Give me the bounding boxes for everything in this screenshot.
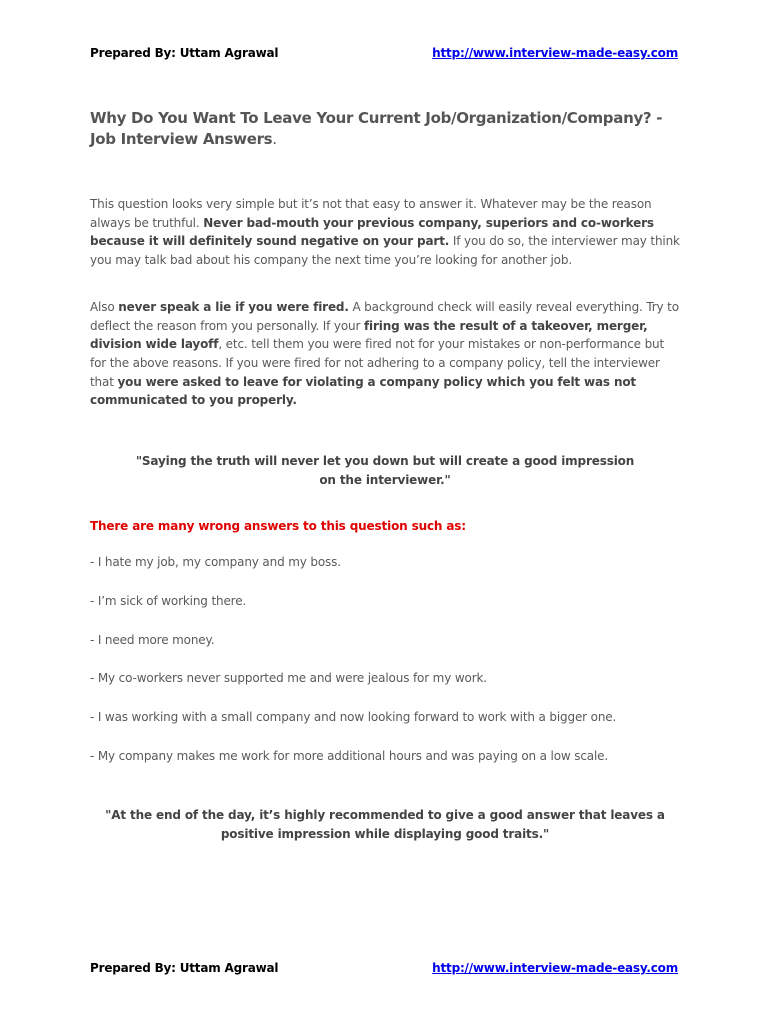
list-item: - My co-workers never supported me and were jealous for my work.: [90, 671, 487, 686]
intro-text-2: If you do so, the interviewer may think you may talk bad about his company the next time you’re looking for another job.: [90, 234, 680, 268]
page-header: [90, 46, 678, 60]
list-item: - I was working with a small company and now looking forward to work with a bigger one.: [90, 709, 617, 724]
list-item: - I’m sick of working there.: [90, 593, 247, 608]
title-period: .: [272, 130, 277, 148]
footer-website-link[interactable]: http://www.interview-made-easy.com: [432, 961, 678, 975]
wrong-answers-heading: There are many wrong answers to this question such as:: [90, 519, 466, 534]
paragraph-intro: [90, 195, 680, 270]
paragraph-fired: [90, 298, 680, 410]
fired-bold-1: never speak a lie if you were fired.: [118, 299, 349, 314]
fired-bold-2: firing was the result of a takeover, merger, division wide layoff: [90, 318, 648, 352]
list-item: - I need more money.: [90, 632, 215, 647]
website-link[interactable]: http://www.interview-made-easy.com: [432, 46, 678, 60]
fired-text-1: Also: [90, 299, 119, 314]
wrong-answers-list: [90, 553, 680, 765]
fired-bold-3: you were asked to leave for violating a company policy which you felt was not communicated to you properly.: [90, 374, 637, 408]
document-title: [90, 108, 680, 150]
prepared-by-label: Prepared By: Uttam Agrawal: [90, 46, 279, 60]
list-item: - My company makes me work for more additional hours and was paying on a low scale.: [90, 748, 609, 763]
intro-bold-1: Never bad-mouth your previous company, superiors and co-workers because it will definitely sound negative on your part.: [90, 215, 654, 249]
intro-text-1: This question looks very simple but it’s not that easy to answer it. Whatever may be the reason always be truthful.: [90, 197, 652, 230]
quote-truth: "Saying the truth will never let you down but will create a good impression on the interviewer.": [135, 454, 635, 487]
title-text: Why Do You Want To Leave Your Current Job/Organization/Company? - Job Interview Answers: [90, 109, 663, 148]
fired-text-2: A background check will easily reveal everything. Try to deflect the reason from you personally. If your: [90, 299, 679, 333]
document-body: [90, 108, 680, 844]
list-item: - I hate my job, my company and my boss.: [90, 555, 341, 570]
fired-text-3: , etc. tell them you were fired not for your mistakes or non-performance but for the above reasons. If you were fired for not adhering to a company policy, tell the interviewer that: [90, 337, 665, 389]
quote-conclusion: "At the end of the day, it’s highly recommended to give a good answer that leaves a positive impression while displaying good traits.": [105, 808, 665, 842]
footer-prepared-by-label: Prepared By: Uttam Agrawal: [90, 961, 279, 975]
page-footer: [90, 961, 678, 975]
